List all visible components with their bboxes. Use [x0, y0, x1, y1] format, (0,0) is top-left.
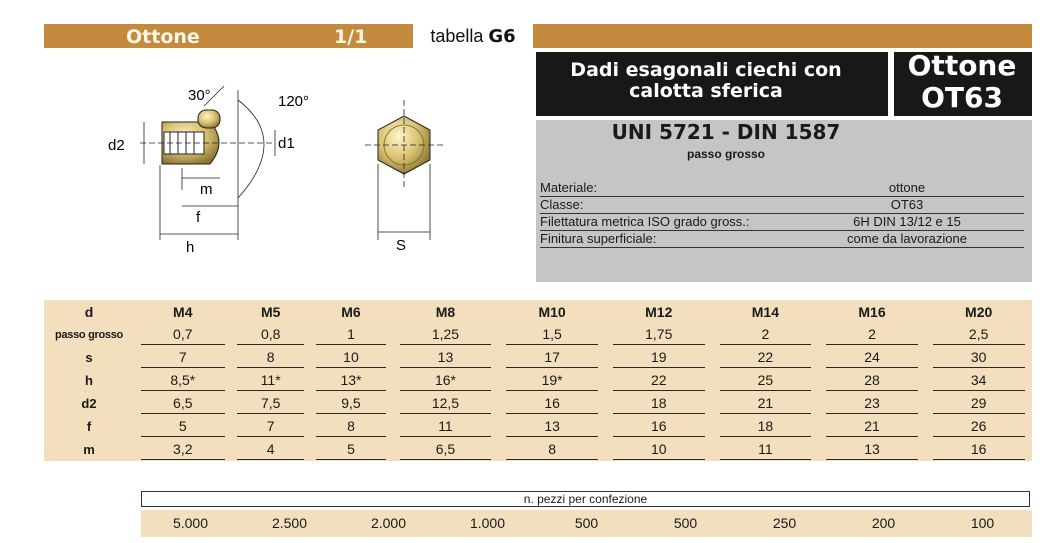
property-value: OT63: [890, 197, 924, 212]
table-cell: 7: [237, 417, 304, 437]
table-cell: 18: [613, 394, 705, 414]
angle-b-label: 120°: [278, 93, 310, 110]
m-label: m: [200, 181, 213, 198]
size-header: M8: [435, 303, 456, 320]
size-header: M14: [751, 303, 779, 320]
table-cell: 16: [613, 417, 705, 437]
table-cell: 21: [826, 417, 918, 437]
table-cell: 7,5: [237, 394, 304, 414]
table-cell: 16*: [400, 371, 492, 391]
material-title: Ottone OT63: [907, 49, 1017, 114]
table-row: [44, 392, 1032, 415]
table-cell: 0,8: [237, 325, 304, 345]
row-label: h: [85, 373, 93, 388]
table-cell: 1: [316, 325, 387, 345]
table-cell: 11*: [237, 371, 304, 391]
table-cell: 6,5: [400, 440, 492, 460]
packaging-value: 2.500: [271, 515, 308, 531]
angle-a-label: 30°: [188, 87, 211, 104]
table-cell: 24: [826, 348, 918, 368]
table-cell: 23: [826, 394, 918, 414]
table-cell: 11: [720, 440, 812, 460]
table-cell: 1,5: [506, 325, 598, 345]
property-value: ottone: [888, 180, 926, 195]
row-label: passo grosso: [55, 328, 123, 341]
size-header: M16: [858, 303, 886, 320]
table-row: [44, 415, 1032, 438]
table-row: [44, 369, 1032, 392]
table-cell: 28: [826, 371, 918, 391]
property-value: 6H DIN 13/12 e 15: [853, 214, 961, 229]
property-label: Classe:: [540, 197, 584, 212]
table-cell: 17: [506, 348, 598, 368]
table-cell: 8,5*: [141, 371, 225, 391]
top-band: [44, 24, 1032, 48]
table-cell: 9,5: [316, 394, 387, 414]
table-prefix: tabella: [430, 26, 484, 46]
size-header: M6: [341, 303, 361, 320]
table-cell: 25: [720, 371, 812, 391]
property-label: Materiale:: [540, 180, 598, 195]
spec-box: [536, 120, 1032, 282]
table-row: [44, 323, 1032, 346]
size-header: M20: [965, 303, 993, 320]
table-cell: 18: [720, 417, 812, 437]
packaging-value: 2.000: [370, 515, 407, 531]
table-cell: 5: [316, 440, 387, 460]
table-cell: 2,5: [933, 325, 1025, 345]
table-cell: 4: [237, 440, 304, 460]
table-cell: 0,7: [141, 325, 225, 345]
property-label: Finitura superficiale:: [540, 231, 657, 246]
packaging-row: [141, 510, 1032, 537]
property-row: [540, 180, 1024, 197]
property-row: [540, 231, 1024, 248]
table-cell: 26: [933, 417, 1025, 437]
standard-title: UNI 5721 - DIN 1587: [611, 120, 841, 144]
table-cell: 16: [506, 394, 598, 414]
packaging-value: 5.000: [172, 515, 209, 531]
packaging-value: 200: [871, 515, 896, 531]
table-cell: 19*: [506, 371, 598, 391]
table-cell: 11: [400, 417, 492, 437]
nut-front-view: [365, 100, 443, 240]
table-cell: 5: [141, 417, 225, 437]
table-cell: 30: [933, 348, 1025, 368]
property-list: [540, 180, 1024, 248]
d1-label: d1: [278, 135, 295, 152]
table-cell: 13: [506, 417, 598, 437]
f-label: f: [196, 209, 201, 226]
table-cell: 13: [400, 348, 492, 368]
table-reference: [413, 24, 533, 48]
d2-label: d2: [108, 137, 125, 154]
table-cell: 2: [826, 325, 918, 345]
nut-side-view: [140, 110, 275, 164]
pitch-subtitle: passo grosso: [686, 147, 766, 161]
table-cell: 29: [933, 394, 1025, 414]
table-header-row: [44, 300, 1032, 323]
property-label: Filettatura metrica ISO grado gross.:: [540, 214, 750, 229]
table-cell: 34: [933, 371, 1025, 391]
table-cell: 1,75: [613, 325, 705, 345]
size-header: M12: [645, 303, 673, 320]
table-row: [44, 346, 1032, 369]
property-row: [540, 214, 1024, 231]
table-cell: 21: [720, 394, 812, 414]
table-cell: 8: [316, 417, 387, 437]
table-cell: 16: [933, 440, 1025, 460]
dimension-table: [44, 300, 1032, 461]
table-cell: 13: [826, 440, 918, 460]
size-header: M5: [260, 303, 281, 320]
page-number: 1/1: [334, 26, 368, 48]
product-title: Dadi esagonali ciechi con calotta sferica: [570, 59, 842, 102]
table-cell: 2: [720, 325, 812, 345]
packaging-value: 500: [673, 515, 698, 531]
table-cell: 8: [506, 440, 598, 460]
table-cell: 13*: [316, 371, 387, 391]
table-cell: 1,25: [400, 325, 492, 345]
packaging-value: 1.000: [469, 515, 506, 531]
table-code: G6: [488, 26, 516, 47]
title-block: [536, 49, 1032, 116]
header-label: d: [84, 303, 94, 320]
table-cell: 7: [141, 348, 225, 368]
packaging-value: 500: [574, 515, 599, 531]
table-cell: 3,2: [141, 440, 225, 460]
property-row: [540, 197, 1024, 214]
property-value: come da lavorazione: [847, 231, 967, 246]
table-cell: 6,5: [141, 394, 225, 414]
table-cell: 12,5: [400, 394, 492, 414]
technical-drawing: [100, 80, 460, 270]
s-label: S: [396, 237, 407, 254]
h-label: h: [186, 239, 195, 256]
table-row: [44, 438, 1032, 461]
table-cell: 19: [613, 348, 705, 368]
table-cell: 22: [720, 348, 812, 368]
row-label: m: [83, 442, 95, 457]
row-label: d2: [81, 396, 97, 411]
size-header: M10: [538, 303, 566, 320]
packaging-value: 250: [772, 515, 797, 531]
table-cell: 8: [237, 348, 304, 368]
packaging-label: n. pezzi per confezione: [141, 491, 1030, 507]
material-label: Ottone: [126, 26, 200, 48]
packaging-value: 100: [970, 515, 995, 531]
table-cell: 10: [316, 348, 387, 368]
row-label: s: [85, 350, 93, 365]
row-label: f: [86, 419, 92, 434]
table-cell: 22: [613, 371, 705, 391]
table-cell: 10: [613, 440, 705, 460]
size-header: M4: [173, 303, 193, 320]
